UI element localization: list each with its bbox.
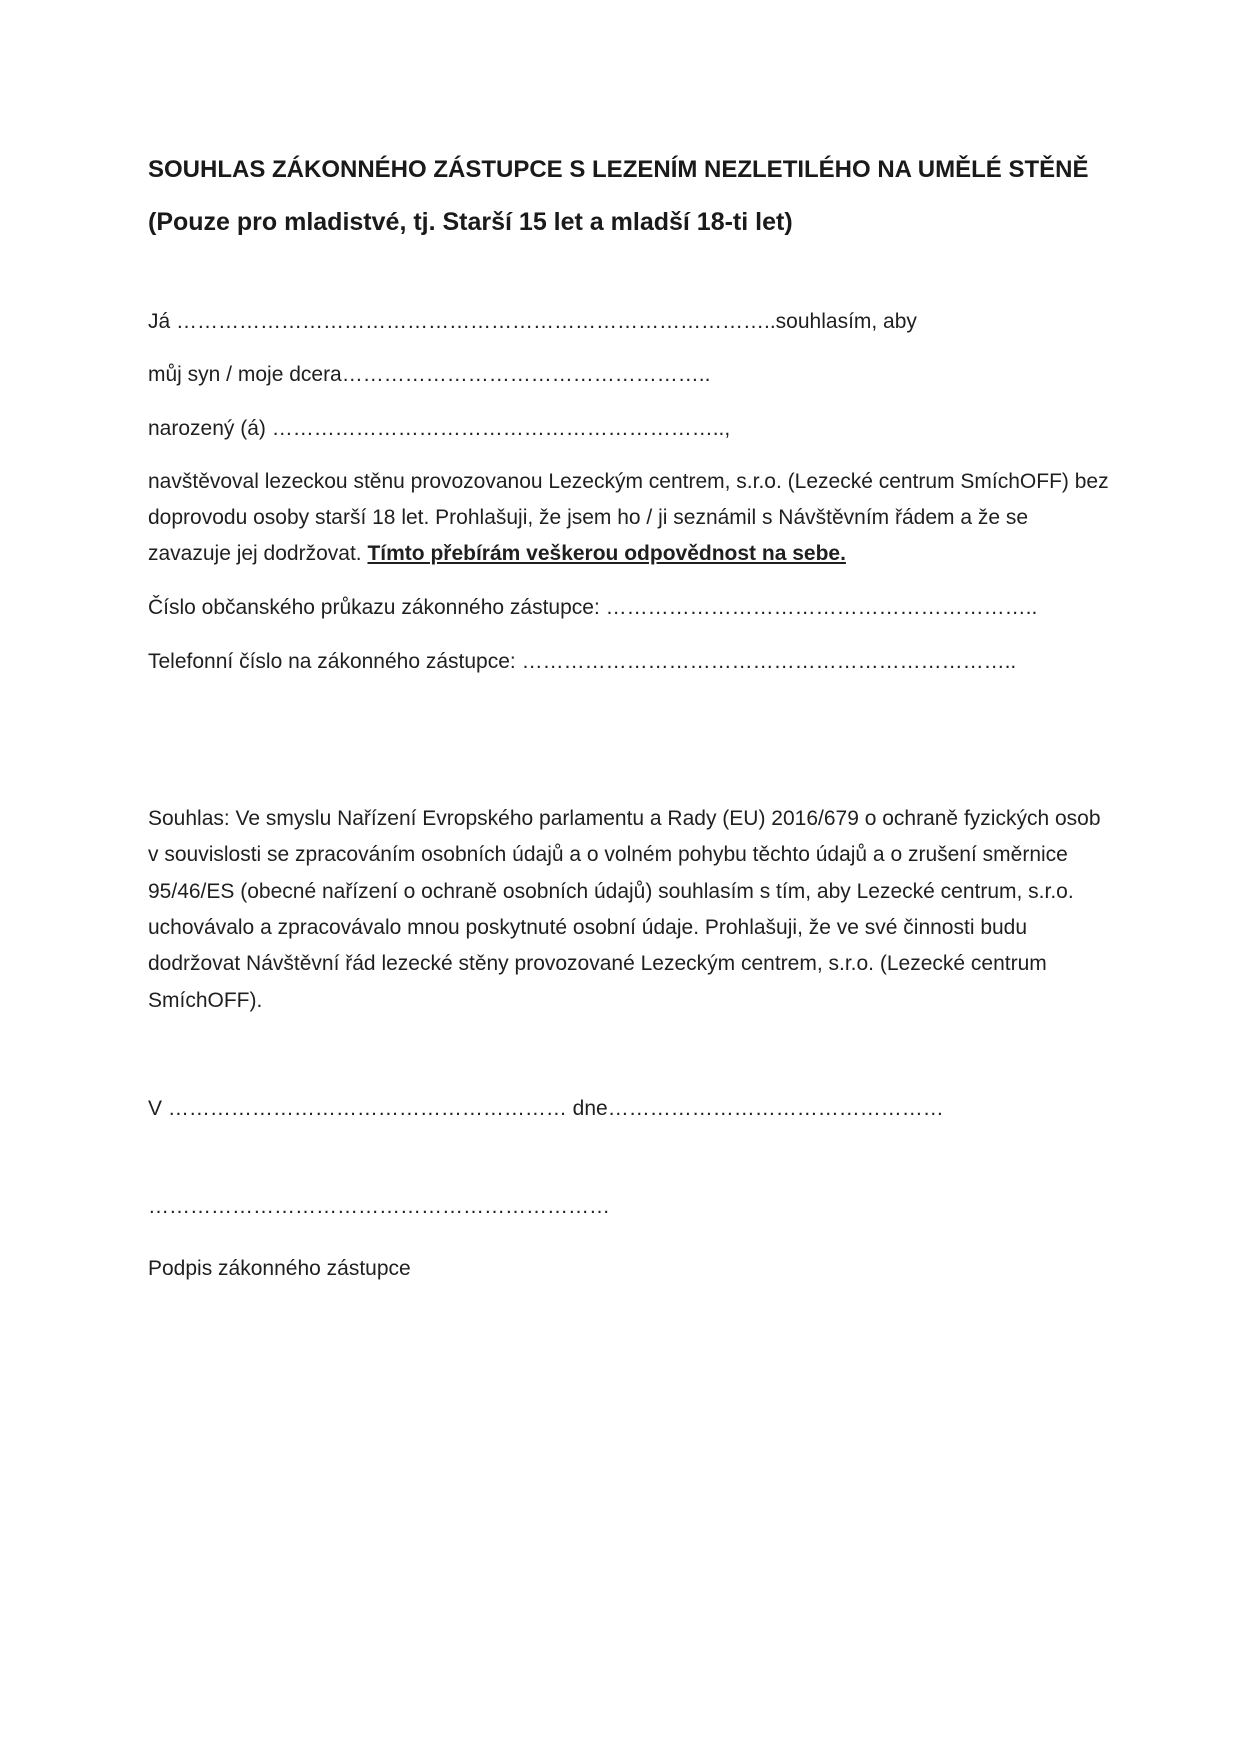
signature-label: Podpis zákonného zástupce xyxy=(148,1257,411,1280)
consent-line-2: v souvislosti se zpracováním osobních údajů a o volném pohybu těchto údajů a o zrušení směrnice xyxy=(148,843,1068,866)
declaration-line-3 xyxy=(148,543,846,564)
declaration-line-3-text: zavazuje jej dodržovat. xyxy=(148,542,368,565)
id-card-number-line: Číslo občanského průkazu zákonného zástupce: …………………………………………………….. xyxy=(148,596,1038,619)
responsibility-statement: Tímto přebírám veškerou odpovědnost na sebe. xyxy=(367,542,846,565)
guardian-name-line: Já …………………………………………………………………………..souhlasím, aby xyxy=(148,310,917,333)
birth-date-line: narozený (á) ……………………………………………………….., xyxy=(148,417,731,440)
consent-line-3: 95/46/ES (obecné nařízení o ochraně osobních údajů) souhlasím s tím, aby Lezecké centrum, s.r.o. xyxy=(148,880,1074,903)
place-date-line: V ………………………………………………… dne………………………………………… xyxy=(148,1097,944,1120)
consent-line-6: SmíchOFF). xyxy=(148,989,263,1012)
document-subtitle: (Pouze pro mladistvé, tj. Starší 15 let a mladší 18-ti let) xyxy=(148,208,793,236)
document-title: SOUHLAS ZÁKONNÉHO ZÁSTUPCE S LEZENÍM NEZLETILÉHO NA UMĚLÉ STĚNĚ xyxy=(148,156,1089,183)
consent-line-4: uchovávalo a zpracovávalo mnou poskytnuté osobní údaje. Prohlašuji, že ve své činnosti budu xyxy=(148,916,1028,939)
signature-line: ………………………………………………………… xyxy=(148,1195,610,1218)
declaration-line-2: doprovodu osoby starší 18 let. Prohlašuji, že jsem ho / ji seznámil s Návštěvním řádem a že se xyxy=(148,506,1029,529)
phone-number-line: Telefonní číslo na zákonného zástupce: …………………………………………………………….. xyxy=(148,650,1017,673)
consent-line-1: Souhlas: Ve smyslu Nařízení Evropského parlamentu a Rady (EU) 2016/679 o ochraně fyzických osob xyxy=(148,807,1101,830)
child-name-line: můj syn / moje dcera…………………………………………….. xyxy=(148,363,711,386)
declaration-line-1: navštěvoval lezeckou stěnu provozovanou Lezeckým centrem, s.r.o. (Lezecké centrum SmíchOFF) bez xyxy=(148,470,1109,493)
consent-line-5: dodržovat Návštěvní řád lezecké stěny provozované Lezeckým centrem, s.r.o. (Lezecké centrum xyxy=(148,952,1047,975)
